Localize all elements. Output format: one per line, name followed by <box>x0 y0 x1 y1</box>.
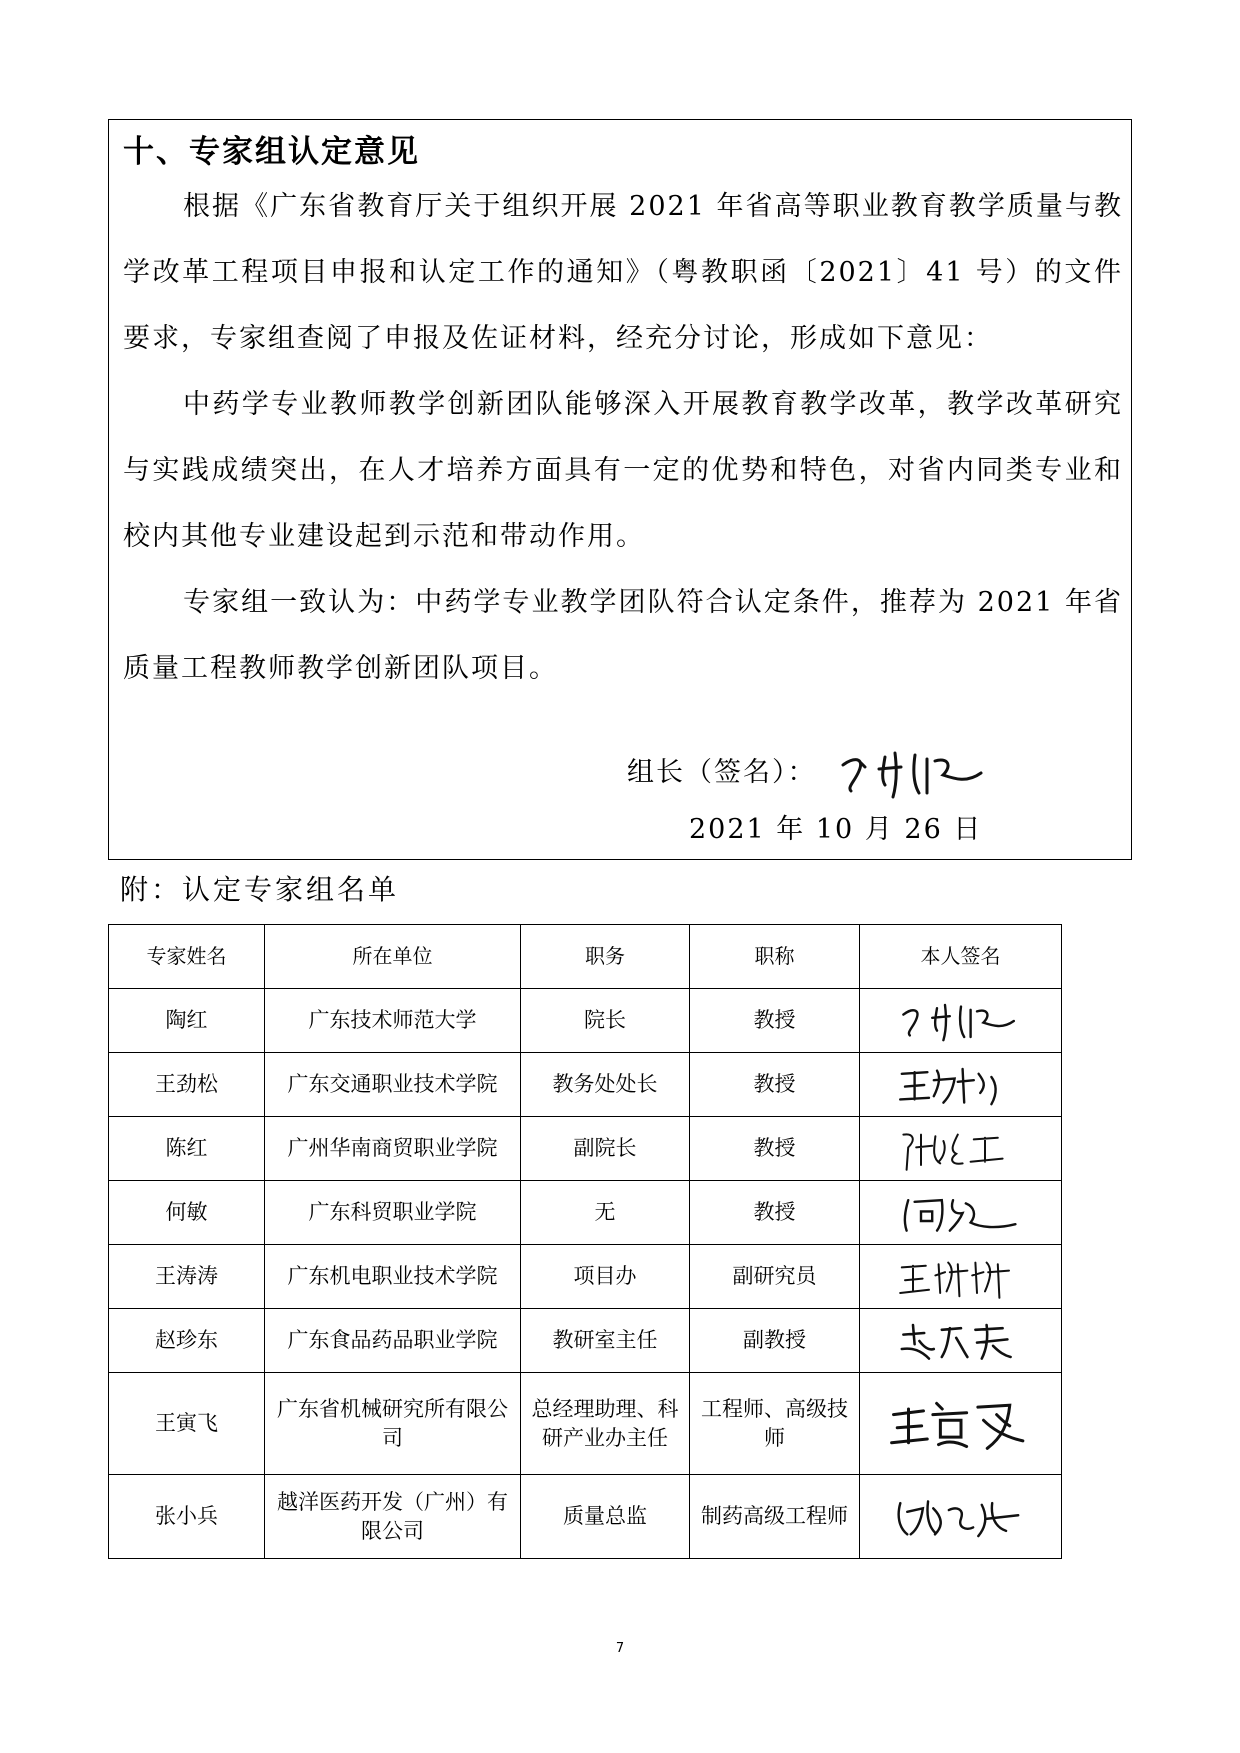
expert-name: 赵珍东 <box>109 1309 265 1373</box>
handwritten-signature <box>886 1253 1036 1301</box>
expert-signature <box>860 1475 1062 1559</box>
expert-position: 院长 <box>521 989 690 1053</box>
expert-title: 教授 <box>690 1117 860 1181</box>
table-row <box>109 1245 1062 1309</box>
handwritten-signature <box>886 1189 1036 1237</box>
expert-name: 张小兵 <box>109 1475 265 1559</box>
expert-position: 质量总监 <box>521 1475 690 1559</box>
expert-title: 副教授 <box>690 1309 860 1373</box>
handwritten-signature <box>886 1317 1036 1365</box>
table-row <box>109 1053 1062 1117</box>
header-position: 职务 <box>521 925 690 989</box>
handwritten-signature <box>886 1394 1036 1454</box>
expert-name: 陈红 <box>109 1117 265 1181</box>
expert-signature <box>860 1053 1062 1117</box>
header-title: 职称 <box>690 925 860 989</box>
handwritten-signature <box>886 1061 1036 1109</box>
expert-position: 总经理助理、科研产业办主任 <box>521 1373 690 1475</box>
attachment-title: 附：认定专家组名单 <box>120 873 400 906</box>
expert-list-table <box>108 924 1062 1559</box>
handwritten-signature <box>886 997 1036 1045</box>
expert-position: 教务处处长 <box>521 1053 690 1117</box>
expert-position: 项目办 <box>521 1245 690 1309</box>
expert-signature <box>860 1245 1062 1309</box>
page-number: 7 <box>615 1641 625 1656</box>
expert-signature <box>860 1181 1062 1245</box>
expert-unit: 广东机电职业技术学院 <box>265 1245 521 1309</box>
expert-signature <box>860 1117 1062 1181</box>
table-row <box>109 1309 1062 1373</box>
table-header-row <box>109 925 1062 989</box>
leader-handwritten-signature <box>835 743 995 803</box>
header-unit: 所在单位 <box>265 925 521 989</box>
expert-position: 教研室主任 <box>521 1309 690 1373</box>
table-row <box>109 1181 1062 1245</box>
expert-unit: 广东交通职业技术学院 <box>265 1053 521 1117</box>
expert-title: 教授 <box>690 1181 860 1245</box>
expert-unit: 广州华南商贸职业学院 <box>265 1117 521 1181</box>
signature-date: 2021 年 10 月 26 日 <box>689 814 983 845</box>
leader-signature-line <box>627 743 995 803</box>
opinion-paragraph-3: 专家组一致认为：中药学专业教学团队符合认定条件，推荐为 2021 年省质量工程教师教学创新团队项目。 <box>123 587 1123 684</box>
expert-title: 教授 <box>690 1053 860 1117</box>
handwritten-signature <box>886 1491 1036 1543</box>
expert-name: 陶红 <box>109 989 265 1053</box>
handwritten-signature <box>886 1125 1036 1173</box>
expert-unit: 广东技术师范大学 <box>265 989 521 1053</box>
expert-title: 教授 <box>690 989 860 1053</box>
expert-name: 王劲松 <box>109 1053 265 1117</box>
expert-signature <box>860 1373 1062 1475</box>
expert-name: 王涛涛 <box>109 1245 265 1309</box>
table-row <box>109 1117 1062 1181</box>
table-row <box>109 1373 1062 1475</box>
table-row <box>109 1475 1062 1559</box>
header-signature: 本人签名 <box>860 925 1062 989</box>
table-row <box>109 989 1062 1053</box>
expert-title: 工程师、高级技师 <box>690 1373 860 1475</box>
expert-position: 副院长 <box>521 1117 690 1181</box>
expert-opinion-box <box>108 119 1132 860</box>
expert-name: 王寅飞 <box>109 1373 265 1475</box>
header-name: 专家姓名 <box>109 925 265 989</box>
section-title: 十、专家组认定意见 <box>123 134 420 170</box>
expert-signature <box>860 1309 1062 1373</box>
expert-unit: 广东省机械研究所有限公司 <box>265 1373 521 1475</box>
opinion-paragraph-2: 中药学专业教师教学创新团队能够深入开展教育教学改革，教学改革研究与实践成绩突出，在人才培养方面具有一定的优势和特色，对省内同类专业和校内其他专业建设起到示范和带动作用。 <box>123 389 1123 552</box>
expert-position: 无 <box>521 1181 690 1245</box>
expert-title: 制药高级工程师 <box>690 1475 860 1559</box>
expert-title: 副研究员 <box>690 1245 860 1309</box>
expert-name: 何敏 <box>109 1181 265 1245</box>
opinion-paragraph-1: 根据《广东省教育厅关于组织开展 2021 年省高等职业教育教学质量与教学改革工程项目申报和认定工作的通知》（粤教职函〔2021〕41 号）的文件要求，专家组查阅了申报及佐证材料，经充分讨论，形成如下意见： <box>123 191 1123 354</box>
expert-signature <box>860 989 1062 1053</box>
expert-unit: 广东食品药品职业学院 <box>265 1309 521 1373</box>
signature-label: 组长（签名）： <box>627 757 817 788</box>
expert-unit: 广东科贸职业学院 <box>265 1181 521 1245</box>
expert-unit: 越洋医药开发（广州）有限公司 <box>265 1475 521 1559</box>
